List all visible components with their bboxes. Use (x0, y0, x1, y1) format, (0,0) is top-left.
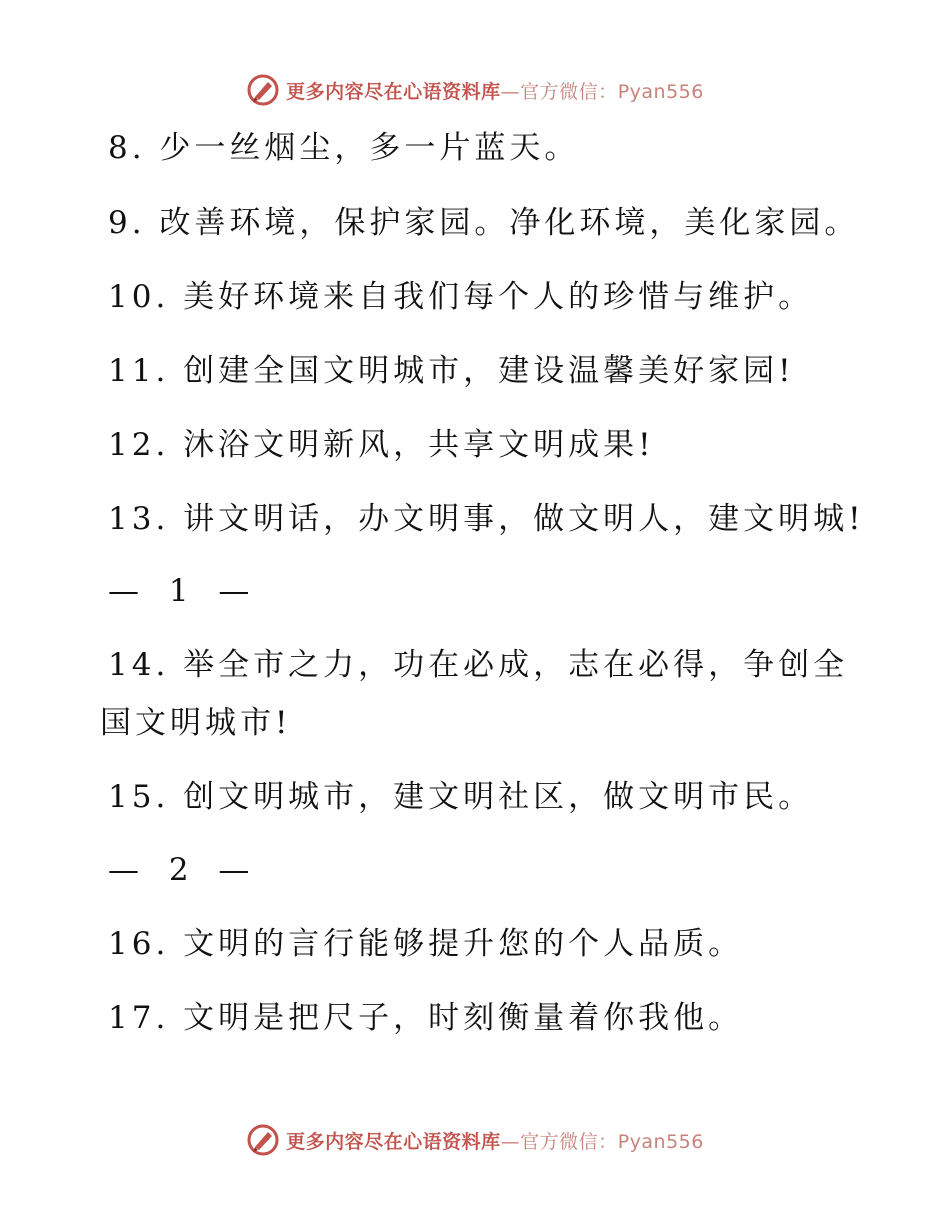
banner-wechat-id: Pyan556 (617, 80, 704, 103)
slogan-line-15: 15. 创文明城市，建文明社区，做文明市民。 (108, 779, 814, 815)
slogan-line-14: 14. 举全市之力，功在必成，志在必得，争创全 (108, 647, 849, 683)
banner-separator: — (500, 80, 521, 103)
slogan-line-8: 8. 少一丝烟尘，多一片蓝天。 (108, 130, 580, 166)
banner-separator: — (500, 1130, 521, 1153)
banner-brand: 更多内容尽在心语资料库 (286, 80, 501, 103)
banner-wechat-label: 官方微信： (520, 80, 618, 103)
banner-wechat-id: Pyan556 (617, 1130, 704, 1153)
slogan-line-10: 10. 美好环境来自我们每个人的珍惜与维护。 (108, 279, 814, 315)
banner-text (286, 1127, 704, 1154)
slogan-line-11: 11. 创建全国文明城市，建设温馨美好家园! (108, 353, 795, 389)
footer-banner (0, 1120, 950, 1160)
slogan-line-9: 9. 改善环境，保护家园。净化环境，美化家园。 (108, 205, 860, 241)
page-number-1: — 1 — (108, 573, 260, 609)
slogan-line-16: 16. 文明的言行能够提升您的个人品质。 (108, 926, 744, 962)
slogan-line-17: 17. 文明是把尺子，时刻衡量着你我他。 (108, 1000, 744, 1036)
slogan-line-14-continued: 国文明城市! (100, 705, 292, 741)
slogan-line-13: 13. 讲文明话，办文明事，做文明人，建文明城! (108, 501, 865, 537)
banner-brand: 更多内容尽在心语资料库 (286, 1130, 501, 1153)
slogan-line-12: 12. 沐浴文明新风，共享文明成果! (108, 427, 655, 463)
banner-wechat-label: 官方微信： (520, 1130, 618, 1153)
page-number-2: — 2 — (108, 852, 260, 888)
pen-logo-icon (246, 1123, 280, 1157)
